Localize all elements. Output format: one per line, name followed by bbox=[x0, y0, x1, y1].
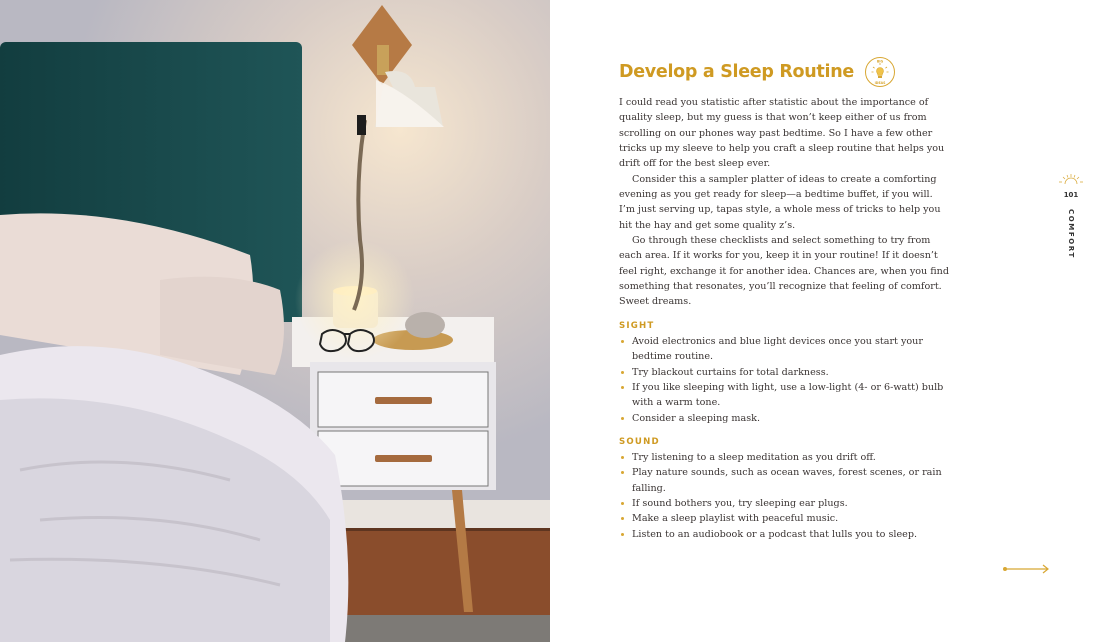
title-row bbox=[619, 56, 896, 88]
list-item: If you like sleeping with light, use a low-light (4- or 6-watt) bulb with a warm tone. bbox=[619, 380, 951, 411]
sight-list bbox=[619, 334, 951, 426]
list-item: Try listening to a sleep meditation as you drift off. bbox=[619, 450, 951, 465]
chapter-tab bbox=[1055, 170, 1087, 259]
chapter-label: COMFORT bbox=[1067, 209, 1075, 259]
list-item: If sound bothers you, try sleeping ear plugs. bbox=[619, 496, 951, 511]
lightbulb-icon bbox=[864, 56, 896, 88]
sunrise-icon bbox=[1057, 173, 1085, 185]
list-item: Play nature sounds, such as ocean waves, forest scenes, or rain falling. bbox=[619, 465, 951, 496]
sound-list bbox=[619, 450, 951, 542]
list-item: Make a sleep playlist with peaceful music. bbox=[619, 511, 951, 526]
intro-paragraph-2: Consider this a sampler platter of ideas to create a comforting evening as you get ready for sleep—a bedtime buffet, if you will. I’m just serving up, tapas style, a whole mess of tricks to help you hit the hay and get some quality z’s. bbox=[619, 173, 941, 231]
next-page-arrow-icon[interactable] bbox=[1002, 561, 1052, 580]
list-item: Consider a sleeping mask. bbox=[619, 411, 951, 426]
list-item: Try blackout curtains for total darkness. bbox=[619, 365, 951, 380]
badge-text-top: BIG bbox=[876, 59, 884, 64]
text-page bbox=[550, 0, 1100, 642]
intro-paragraph-3: Go through these checklists and select something to try from each area. If it works for you, keep it in your routine! If it doesn’t feel right, exchange it for another idea. Chances are, when you find something that resonates, you’ll recognize that feeling of comfort. Sweet dreams. bbox=[619, 235, 949, 308]
body-text bbox=[619, 95, 951, 542]
page-title: Develop a Sleep Routine bbox=[619, 62, 854, 82]
section-heading-sight: SIGHT bbox=[619, 320, 655, 331]
intro-paragraph-1: I could read you statistic after statistic about the importance of quality sleep, but my guess is that won’t keep either of us from scrolling on our phones way past bedtime. So I have a few other tricks up my sleeve to help you craft a sleep routine that helps you drift off for the best sleep ever. bbox=[619, 97, 945, 170]
list-item: Listen to an audiobook or a podcast that lulls you to sleep. bbox=[619, 527, 951, 542]
badge-text-bottom: IDEAS bbox=[874, 81, 886, 86]
section-heading-sound: SOUND bbox=[619, 436, 660, 447]
list-item: Avoid electronics and blue light devices once you start your bedtime routine. bbox=[619, 334, 951, 365]
page-number: 101 bbox=[1063, 191, 1079, 199]
